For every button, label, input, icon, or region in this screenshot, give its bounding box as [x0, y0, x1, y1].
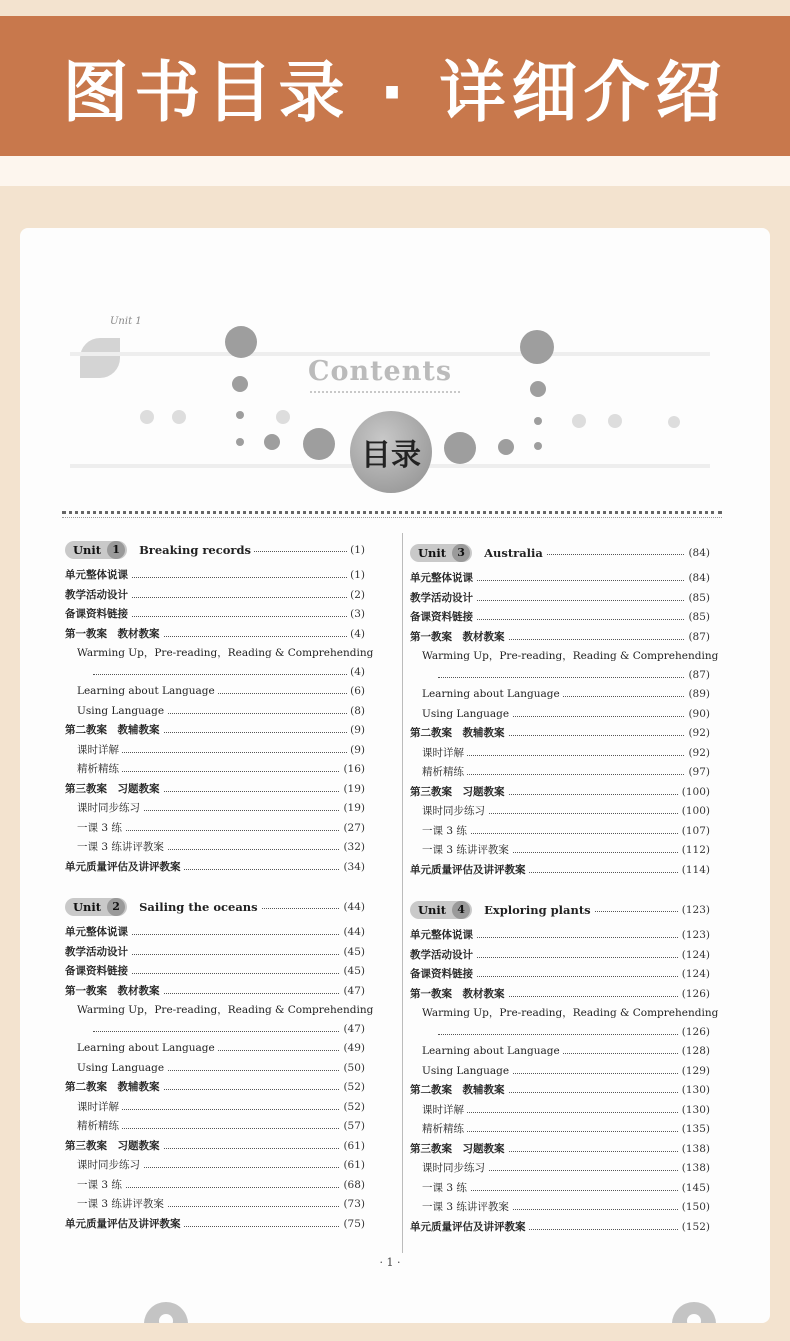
toc-entry — [410, 589, 710, 609]
decor-dot — [444, 432, 476, 464]
toc-page-ref: (73) — [340, 1195, 365, 1215]
unit-label-group — [410, 537, 546, 569]
decor-dot — [264, 434, 280, 450]
toc-page-ref: (27) — [340, 819, 365, 839]
toc-entry-title: 教学活动设计 — [65, 586, 131, 606]
toc-entry — [65, 1059, 365, 1079]
toc-entry-title: 课时详解 — [77, 741, 122, 761]
dot-leader — [428, 774, 710, 775]
toc-entry-title: Warming Up，Pre-reading，Reading & Comprehending — [422, 1004, 721, 1024]
binder-ring — [144, 1302, 188, 1323]
decor-dot — [534, 442, 542, 450]
toc-page-ref: (57) — [340, 1117, 365, 1137]
toc-page-ref: (19) — [340, 780, 365, 800]
toc-entry — [410, 965, 710, 985]
toc-page-ref: (90) — [685, 705, 710, 725]
toc-entry-title: 一课 3 练 — [77, 1176, 125, 1196]
toc-entry-title: 第二教案 教辅教案 — [65, 721, 163, 741]
toc-entry — [65, 799, 365, 819]
toc-entry — [65, 1156, 365, 1176]
toc-entry-title: 第一教案 教材教案 — [65, 625, 163, 645]
dot-leader — [438, 677, 710, 678]
toc-page-ref: (6) — [347, 682, 365, 702]
toc-entry-title: 一课 3 练讲评教案 — [422, 841, 512, 861]
toc-right-column — [410, 537, 719, 1237]
toc-entry — [410, 841, 710, 861]
toc-entry — [410, 926, 710, 946]
toc-page-ref: (123) — [679, 894, 710, 926]
dot-leader — [438, 1034, 710, 1035]
unit-title: Breaking records — [139, 543, 251, 557]
toc-entry — [65, 1176, 365, 1196]
toc-entry-title: 单元整体说课 — [410, 926, 476, 946]
unit-title: Sailing the oceans — [139, 900, 258, 914]
unit-badge-label: Unit — [418, 546, 447, 560]
decor-dot — [572, 414, 586, 428]
toc-entry — [65, 1098, 365, 1118]
toc-entry — [65, 982, 365, 1002]
toc-entry — [65, 625, 365, 645]
toc-unit-heading — [410, 537, 710, 569]
toc-entry — [410, 861, 710, 881]
unit-badge — [65, 541, 127, 559]
dot-leader — [83, 771, 365, 772]
toc-entry-title: 一课 3 练 — [422, 1179, 470, 1199]
toc-entry-title: Using Language — [422, 1062, 512, 1082]
decor-dot — [140, 410, 154, 424]
toc-entry — [65, 566, 365, 586]
toc-entry-title: 第一教案 教材教案 — [410, 628, 508, 648]
toc-entry — [65, 1117, 365, 1137]
title-banner — [0, 16, 790, 156]
toc-entry — [65, 1215, 365, 1235]
toc-page-ref: (123) — [679, 926, 710, 946]
toc-page-ref: (85) — [685, 589, 710, 609]
toc-entry — [410, 1198, 710, 1218]
dot-leader — [428, 1190, 710, 1191]
unit-badge — [65, 898, 127, 916]
toc-entry-title: 教学活动设计 — [410, 589, 476, 609]
toc-entry-title: 课时同步练习 — [77, 799, 143, 819]
toc-page-ref: (68) — [340, 1176, 365, 1196]
toc-entry — [410, 1062, 710, 1082]
toc-entry-title: 精析精练 — [422, 763, 467, 783]
toc-entry-title: 单元质量评估及讲评教案 — [65, 858, 184, 878]
toc-page-ref: (52) — [340, 1098, 365, 1118]
decor-dot — [534, 417, 542, 425]
decor-dot — [498, 439, 514, 455]
toc-page-ref: (3) — [347, 605, 365, 625]
toc-entry — [410, 608, 710, 628]
toc-page-ref: (4) — [347, 625, 365, 645]
toc-entry — [410, 1120, 710, 1140]
toc-entry — [410, 1081, 710, 1101]
toc-entry-title: 一课 3 练讲评教案 — [422, 1198, 512, 1218]
dot-leader — [428, 833, 710, 834]
toc-page-ref: (47) — [340, 1020, 365, 1040]
toc-page-ref: (126) — [679, 985, 710, 1005]
toc-entry-title: 第三教案 习题教案 — [410, 1140, 508, 1160]
toc-entry-title: 第三教案 习题教案 — [410, 783, 508, 803]
toc-page-ref: (1) — [347, 566, 365, 586]
toc-entry-title: 第三教案 习题教案 — [65, 1137, 163, 1157]
toc-entry-title: 第二教案 教辅教案 — [410, 1081, 508, 1101]
toc-entry-title: Using Language — [77, 1059, 167, 1079]
toc-page-ref: (61) — [340, 1137, 365, 1157]
ring-hole — [687, 1314, 701, 1323]
toc-entry — [65, 1137, 365, 1157]
unit-badge-label: Unit — [73, 543, 102, 557]
toc-page-ref: (1) — [347, 534, 365, 566]
unit-label-group — [65, 891, 261, 923]
toc-entry-title: 课时详解 — [422, 744, 467, 764]
toc-page-ref: (130) — [679, 1081, 710, 1101]
toc-entry — [65, 962, 365, 982]
toc-entry — [65, 644, 374, 682]
unit-number: 2 — [107, 898, 125, 916]
toc-entry — [410, 569, 710, 589]
toc-page-ref: (100) — [679, 802, 710, 822]
toc-page-ref: (49) — [340, 1039, 365, 1059]
page-header: Unit 1 — [110, 316, 142, 327]
toc-entry — [410, 1218, 710, 1238]
toc-entry — [410, 1101, 710, 1121]
unit-title: Exploring plants — [484, 903, 591, 917]
toc-entry-title: 第一教案 教材教案 — [410, 985, 508, 1005]
dot-leader — [428, 1112, 710, 1113]
toc-page-ref: (135) — [679, 1120, 710, 1140]
toc-entry — [65, 605, 365, 625]
toc-entry-title: 课时详解 — [77, 1098, 122, 1118]
toc-page-ref: (89) — [685, 685, 710, 705]
toc-page-ref: (126) — [679, 1023, 710, 1043]
contents-heading: Contents — [307, 356, 453, 387]
ring-hole — [159, 1314, 173, 1323]
toc-entry-title: 备课资料链接 — [410, 608, 476, 628]
toc-page-ref: (124) — [679, 946, 710, 966]
toc-page-ref: (87) — [685, 628, 710, 648]
toc-page-ref: (8) — [347, 702, 365, 722]
toc-page-ref: (9) — [347, 741, 365, 761]
toc-entry — [65, 721, 365, 741]
toc-page-ref: (2) — [347, 586, 365, 606]
decor-dot — [303, 428, 335, 460]
toc-page-ref: (92) — [685, 724, 710, 744]
toc-page-ref: (84) — [685, 537, 710, 569]
decor-dot — [530, 381, 546, 397]
unit-badge-label: Unit — [73, 900, 102, 914]
header-divider — [62, 511, 722, 514]
toc-page-ref: (97) — [685, 763, 710, 783]
toc-entry-title: Warming Up，Pre-reading，Reading & Comprehending — [77, 644, 376, 664]
toc-entry-title: 教学活动设计 — [65, 943, 131, 963]
decor-dot — [520, 330, 554, 364]
toc-entry-title: 一课 3 练 — [422, 822, 470, 842]
unit-badge — [410, 544, 472, 562]
toc-entry — [65, 760, 365, 780]
dot-leader — [428, 755, 710, 756]
toc-entry — [65, 838, 365, 858]
toc-left-column — [65, 534, 374, 1234]
toc-entry-title: 第二教案 教辅教案 — [65, 1078, 163, 1098]
unit-badge-label: Unit — [418, 903, 447, 917]
toc-unit-heading — [65, 534, 365, 566]
toc-entry — [410, 1159, 710, 1179]
toc-entry-title: 单元质量评估及讲评教案 — [65, 1215, 184, 1235]
toc-entry — [410, 822, 710, 842]
toc-entry — [410, 628, 710, 648]
toc-page-ref: (4) — [347, 663, 365, 683]
toc-page-ref: (138) — [679, 1159, 710, 1179]
toc-entry-title: 精析精练 — [77, 760, 122, 780]
toc-entry-title: 第三教案 习题教案 — [65, 780, 163, 800]
unit-number: 4 — [452, 901, 470, 919]
toc-page-ref: (45) — [340, 962, 365, 982]
toc-page-ref: (19) — [340, 799, 365, 819]
toc-page-ref: (145) — [679, 1179, 710, 1199]
toc-entry-title: 教学活动设计 — [410, 946, 476, 966]
toc-entry — [410, 1004, 719, 1042]
toc-entry — [65, 943, 365, 963]
toc-entry-title: 备课资料链接 — [65, 962, 131, 982]
toc-entry-title: 第一教案 教材教案 — [65, 982, 163, 1002]
toc-entry-title: 精析精练 — [77, 1117, 122, 1137]
toc-entry — [410, 647, 719, 685]
toc-entry — [410, 763, 710, 783]
toc-page-ref: (47) — [340, 982, 365, 1002]
toc-page-ref: (84) — [685, 569, 710, 589]
toc-entry — [410, 705, 710, 725]
toc-entry — [65, 819, 365, 839]
decor-dot — [236, 438, 244, 446]
toc-page-ref: (45) — [340, 943, 365, 963]
toc-entry — [65, 1001, 374, 1039]
toc-page-ref: (100) — [679, 783, 710, 803]
dot-leader — [428, 1131, 710, 1132]
toc-entry — [410, 744, 710, 764]
toc-page-ref: (124) — [679, 965, 710, 985]
toc-page-ref: (44) — [340, 923, 365, 943]
toc-entry-title: 单元整体说课 — [410, 569, 476, 589]
page-number: · 1 · — [379, 1256, 401, 1269]
decor-dot — [276, 410, 290, 424]
toc-entry-title: 单元质量评估及讲评教案 — [410, 1218, 529, 1238]
toc-entry-title: 一课 3 练讲评教案 — [77, 838, 167, 858]
contents-rule — [310, 391, 460, 393]
toc-entry-title: Warming Up，Pre-reading，Reading & Comprehending — [422, 647, 721, 667]
toc-entry-title: 课时同步练习 — [422, 1159, 488, 1179]
toc-entry — [65, 702, 365, 722]
unit-badge — [410, 901, 472, 919]
book-page — [20, 228, 770, 1323]
toc-entry — [65, 586, 365, 606]
toc-entry-title: Learning about Language — [422, 685, 563, 705]
toc-entry-title: 第二教案 教辅教案 — [410, 724, 508, 744]
toc-entry — [410, 1140, 710, 1160]
toc-entry — [410, 985, 710, 1005]
toc-page-ref: (32) — [340, 838, 365, 858]
toc-entry — [410, 946, 710, 966]
banner-underlay — [0, 156, 790, 186]
toc-entry — [410, 783, 710, 803]
toc-page-ref: (112) — [679, 841, 710, 861]
toc-page-ref: (61) — [340, 1156, 365, 1176]
unit-label-group — [65, 534, 254, 566]
toc-page-ref: (34) — [340, 858, 365, 878]
banner-title: 图书目录 · 详细介绍 — [62, 53, 728, 131]
toc-entry-title: Using Language — [77, 702, 167, 722]
toc-page-ref: (114) — [679, 861, 710, 881]
leaf-icon — [80, 338, 120, 378]
toc-unit-heading — [410, 894, 710, 926]
toc-entry — [65, 923, 365, 943]
decor-dot — [668, 416, 680, 428]
toc-entry — [65, 1039, 365, 1059]
toc-page-ref: (107) — [679, 822, 710, 842]
toc-entry-title: Warming Up，Pre-reading，Reading & Comprehending — [77, 1001, 376, 1021]
toc-entry-title: 课时同步练习 — [422, 802, 488, 822]
decor-dot — [232, 376, 248, 392]
toc-entry — [65, 858, 365, 878]
toc-entry — [65, 1195, 365, 1215]
toc-entry — [410, 1179, 710, 1199]
toc-entry-title: Learning about Language — [422, 1042, 563, 1062]
toc-entry — [410, 802, 710, 822]
header-divider-thin — [62, 517, 722, 518]
toc-entry — [65, 741, 365, 761]
dot-leader — [83, 1187, 365, 1188]
unit-number: 1 — [107, 541, 125, 559]
dot-leader — [83, 830, 365, 831]
toc-entry-title: Using Language — [422, 705, 512, 725]
binder-ring — [672, 1302, 716, 1323]
dot-leader — [93, 674, 365, 675]
toc-entry-title: Learning about Language — [77, 682, 218, 702]
toc-entry-title: 课时同步练习 — [77, 1156, 143, 1176]
mulu-badge: 目录 — [350, 411, 432, 493]
toc-entry-title: 备课资料链接 — [65, 605, 131, 625]
toc-entry — [410, 1042, 710, 1062]
toc-page-ref: (92) — [685, 744, 710, 764]
toc-page-ref: (128) — [679, 1042, 710, 1062]
toc-entry — [65, 1078, 365, 1098]
toc-page-ref: (152) — [679, 1218, 710, 1238]
toc-page-ref: (75) — [340, 1215, 365, 1235]
toc-entry — [410, 724, 710, 744]
toc-unit-heading — [65, 891, 365, 923]
toc-page-ref: (129) — [679, 1062, 710, 1082]
dot-leader — [83, 752, 365, 753]
toc-entry — [410, 685, 710, 705]
toc-entry-title: 精析精练 — [422, 1120, 467, 1140]
toc-entry-title: 单元整体说课 — [65, 566, 131, 586]
toc-page-ref: (87) — [685, 666, 710, 686]
toc-entry-title: 备课资料链接 — [410, 965, 476, 985]
toc-page-ref: (130) — [679, 1101, 710, 1121]
toc-page-ref: (150) — [679, 1198, 710, 1218]
dot-leader — [83, 1128, 365, 1129]
toc-entry — [65, 780, 365, 800]
decor-dot — [172, 410, 186, 424]
toc-entry-title: 课时详解 — [422, 1101, 467, 1121]
column-divider — [402, 533, 403, 1253]
decor-dot — [225, 326, 257, 358]
toc-page-ref: (50) — [340, 1059, 365, 1079]
toc-entry-title: 单元质量评估及讲评教案 — [410, 861, 529, 881]
toc-entry — [65, 682, 365, 702]
unit-label-group — [410, 894, 594, 926]
toc-entry-title: 一课 3 练讲评教案 — [77, 1195, 167, 1215]
toc-entry-title: Learning about Language — [77, 1039, 218, 1059]
decor-dot — [236, 411, 244, 419]
toc-page-ref: (138) — [679, 1140, 710, 1160]
dot-leader — [83, 1109, 365, 1110]
toc-page-ref: (16) — [340, 760, 365, 780]
toc-entry-title: 一课 3 练 — [77, 819, 125, 839]
decor-dot — [608, 414, 622, 428]
unit-number: 3 — [452, 544, 470, 562]
toc-page-ref: (52) — [340, 1078, 365, 1098]
dot-leader — [93, 1031, 365, 1032]
toc-page-ref: (85) — [685, 608, 710, 628]
toc-entry-title: 单元整体说课 — [65, 923, 131, 943]
toc-page-ref: (9) — [347, 721, 365, 741]
toc-page-ref: (44) — [340, 891, 365, 923]
unit-title: Australia — [484, 546, 543, 560]
